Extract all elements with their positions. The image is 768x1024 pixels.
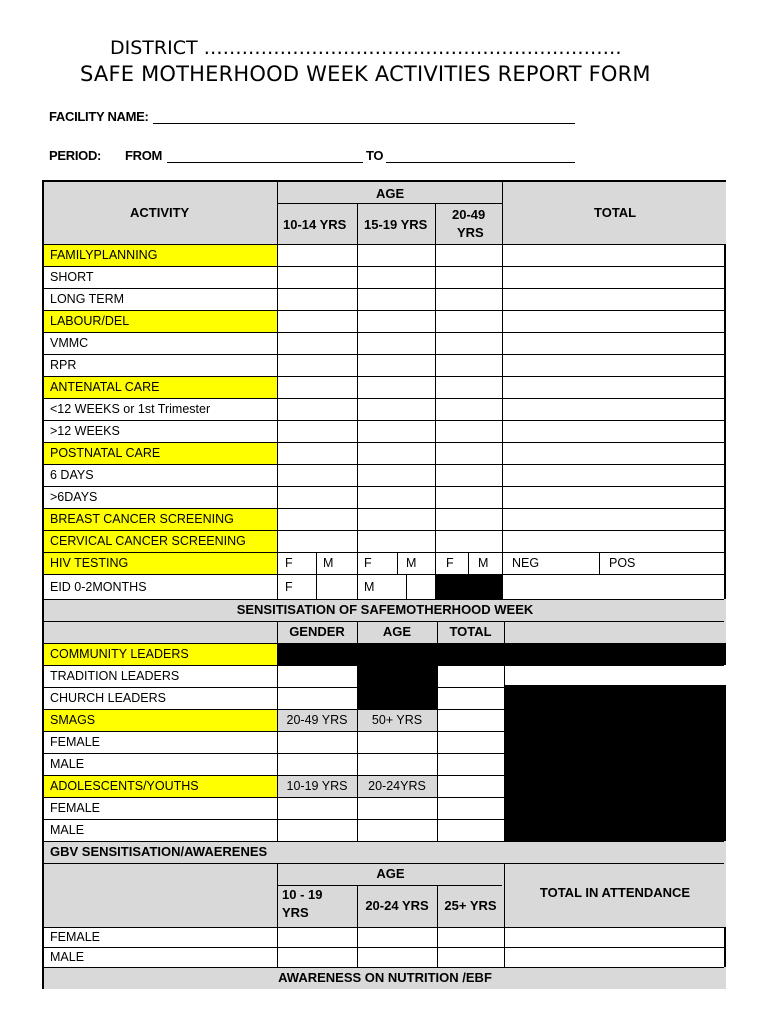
smags-age-50-plus: 50+ YRS xyxy=(371,713,423,727)
sens-age-header: AGE xyxy=(382,624,412,639)
gbv-total-header: TOTAL IN ATTENDANCE xyxy=(539,885,691,900)
row-cervical-cancer: CERVICAL CANCER SCREENING xyxy=(50,534,246,548)
facility-label: FACILITY NAME: xyxy=(49,109,149,124)
to-label: TO xyxy=(366,148,384,163)
from-label: FROM xyxy=(125,148,163,163)
row-smags-male: MALE xyxy=(50,757,85,771)
row-labour: LABOUR/DEL xyxy=(50,314,130,328)
hiv-m-20-49: M xyxy=(478,556,489,570)
row-antenatal: ANTENATAL CARE xyxy=(50,380,160,394)
eid-f: F xyxy=(285,580,293,594)
row-tradition-leaders: TRADITION LEADERS xyxy=(50,669,180,683)
hiv-m-10-14: M xyxy=(323,556,334,570)
hiv-m-15-19: M xyxy=(406,556,417,570)
row-church-leaders: CHURCH LEADERS xyxy=(50,691,166,705)
row-youth-female: FEMALE xyxy=(50,801,101,815)
district-line: DISTRICT ………………………………………………………… xyxy=(110,37,622,59)
age-20-49-header-yrs: YRS xyxy=(457,225,484,240)
hiv-pos: POS xyxy=(609,556,636,570)
nutrition-title: AWARENESS ON NUTRITION /EBF xyxy=(278,970,492,985)
row-hiv-testing: HIV TESTING xyxy=(50,556,129,570)
report-table xyxy=(42,180,726,989)
gbv-age-header: AGE xyxy=(376,866,405,881)
row-6-days: 6 DAYS xyxy=(50,468,94,482)
row-short: SHORT xyxy=(50,270,94,284)
gender-header: GENDER xyxy=(289,624,345,639)
sens-total-header: TOTAL xyxy=(449,624,492,639)
row-community-leaders: COMMUNITY LEADERS xyxy=(50,647,189,661)
open-tradition-total[interactable] xyxy=(504,665,726,685)
from-date-field[interactable] xyxy=(167,162,363,163)
gbv-age-20-24: 20-24 YRS xyxy=(365,898,429,913)
eid-m: M xyxy=(364,580,375,594)
gbv-age-10-19-yrs: YRS xyxy=(282,905,309,920)
row-under-12-weeks: <12 WEEKS or 1st Trimester xyxy=(50,402,211,416)
page-title: SAFE MOTHERHOOD WEEK ACTIVITIES REPORT FORM xyxy=(80,62,651,86)
smags-age-20-49: 20-49 YRS xyxy=(286,713,348,727)
gbv-age-10-19: 10 - 19 xyxy=(282,887,323,902)
hiv-neg: NEG xyxy=(512,556,540,570)
hiv-f-20-49: F xyxy=(446,556,454,570)
period-label: PERIOD: xyxy=(49,148,102,163)
row-rpr: RPR xyxy=(50,358,77,372)
row-adolescents: ADOLESCENTS/YOUTHS xyxy=(50,779,199,793)
row-smags-female: FEMALE xyxy=(50,735,101,749)
youth-age-10-19: 10-19 YRS xyxy=(286,779,348,793)
hiv-f-15-19: F xyxy=(364,556,372,570)
blocked-community-row xyxy=(277,643,726,665)
facility-name-field[interactable] xyxy=(153,123,575,124)
row-youth-male: MALE xyxy=(50,823,85,837)
blocked-cell-eid xyxy=(435,574,502,599)
row-eid: EID 0-2MONTHS xyxy=(50,580,147,594)
row-over-12-weeks: >12 WEEKS xyxy=(50,424,120,438)
age-header: AGE xyxy=(376,186,405,201)
sensitisation-title: SENSITISATION OF SAFEMOTHERHOOD WEEK xyxy=(236,602,534,617)
row-gbv-male: MALE xyxy=(50,950,85,964)
activity-header: ACTIVITY xyxy=(130,205,190,220)
youth-age-20-24: 20-24YRS xyxy=(368,779,426,793)
gbv-age-25-plus: 25+ YRS xyxy=(444,898,497,913)
row-breast-cancer: BREAST CANCER SCREENING xyxy=(50,512,234,526)
age-15-19-header: 15-19 YRS xyxy=(364,217,428,232)
to-date-field[interactable] xyxy=(386,162,575,163)
row-over-6-days: >6DAYS xyxy=(50,490,98,504)
row-vmmc: VMMC xyxy=(50,336,89,350)
row-smags: SMAGS xyxy=(50,713,96,727)
age-20-49-header: 20-49 xyxy=(452,207,486,222)
row-postnatal: POSTNATAL CARE xyxy=(50,446,161,460)
hiv-f-10-14: F xyxy=(285,556,293,570)
total-header: TOTAL xyxy=(594,205,637,220)
row-gbv-female: FEMALE xyxy=(50,930,101,944)
row-familyplanning: FAMILYPLANNING xyxy=(50,248,158,262)
gbv-title: GBV SENSITISATION/AWAERENES xyxy=(50,844,268,859)
row-long-term: LONG TERM xyxy=(50,292,125,306)
age-10-14-header: 10-14 YRS xyxy=(283,217,347,232)
